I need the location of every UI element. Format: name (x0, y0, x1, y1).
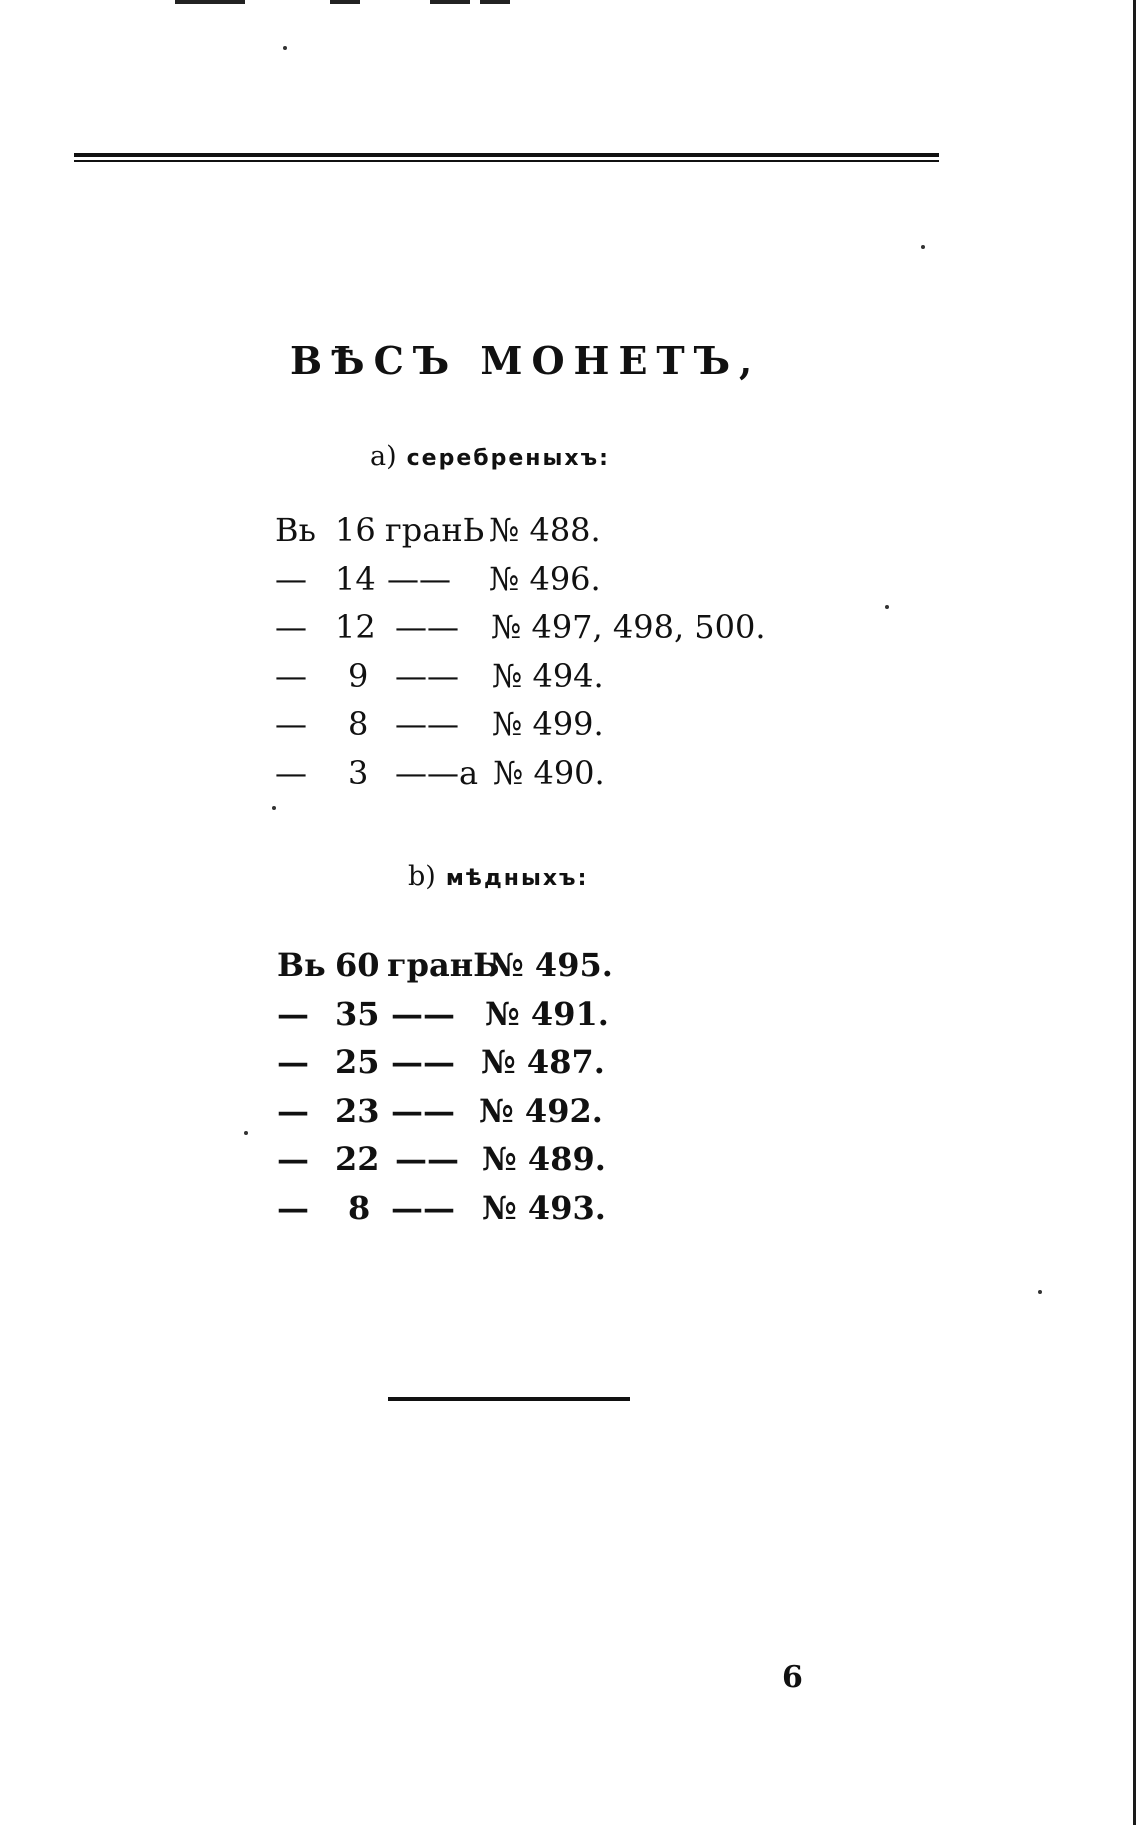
entry-unit: —— (391, 1043, 455, 1081)
scan-speck (272, 806, 276, 810)
list-item (277, 1135, 757, 1184)
section-heading-text: мѣдныхъ: (445, 866, 589, 891)
entry-prefix: — (275, 608, 307, 646)
entry-number: 8 (348, 1188, 371, 1227)
section-heading-silver (370, 441, 610, 472)
entry-reference: № 495. (489, 946, 613, 984)
entry-prefix: — (277, 1091, 309, 1130)
scan-speck (921, 245, 925, 249)
list-item (277, 1184, 757, 1233)
entry-reference: № 489. (482, 1140, 606, 1178)
section-heading-copper (408, 861, 588, 892)
entry-prefix: — (277, 1043, 309, 1081)
top-double-rule (74, 153, 939, 163)
entry-prefix: — (275, 705, 307, 743)
closing-rule (388, 1397, 630, 1401)
entry-unit: —— (395, 656, 459, 695)
entry-prefix: Вь (277, 946, 326, 984)
entry-reference: № 499. (492, 705, 604, 743)
entry-unit: —— (391, 994, 455, 1033)
entry-number: 8 (348, 705, 369, 743)
list-item (277, 941, 757, 990)
scan-artifact (175, 0, 245, 4)
scan-artifact (330, 0, 360, 4)
section-marker: a) (370, 441, 397, 472)
list-item (275, 652, 795, 701)
list-item (277, 1087, 757, 1136)
list-item (275, 749, 795, 798)
entry-prefix: — (275, 753, 307, 792)
entry-reference: № 488. (489, 511, 601, 549)
scan-artifact (430, 0, 470, 4)
list-item (275, 555, 795, 604)
list-item (275, 603, 795, 652)
entry-number: 16 (335, 511, 376, 549)
entry-unit: ——а (395, 753, 479, 792)
entry-reference: № 496. (489, 559, 601, 598)
entry-prefix: Вь (275, 511, 316, 549)
entry-prefix: — (277, 1188, 309, 1227)
copper-weights-list (277, 941, 757, 1232)
entry-number: 12 (335, 608, 376, 646)
scan-artifact (480, 0, 510, 4)
page-title: ВѢСЪ МОНЕТЪ, (290, 338, 762, 383)
entry-number: 25 (335, 1043, 380, 1081)
entry-unit: —— (391, 1091, 455, 1130)
entry-number: 23 (335, 1091, 380, 1130)
entry-number: 35 (335, 994, 380, 1033)
entry-unit: гранЬ (385, 511, 485, 549)
entry-number: 60 (335, 946, 380, 984)
entry-reference: № 497, 498, 500. (491, 608, 766, 646)
entry-reference: № 487. (481, 1043, 605, 1081)
entry-unit: —— (395, 608, 459, 646)
entry-reference: № 491. (485, 994, 609, 1033)
entry-unit: —— (387, 559, 451, 598)
scan-speck (885, 605, 889, 609)
entry-number: 14 (335, 559, 376, 598)
entry-reference: № 493. (482, 1188, 606, 1227)
entry-prefix: — (277, 1140, 309, 1178)
entry-unit: —— (395, 1140, 459, 1178)
entry-reference: № 490. (493, 753, 605, 792)
entry-number: 3 (348, 753, 369, 792)
list-item (277, 990, 757, 1039)
page-number: 6 (782, 1660, 803, 1695)
entry-prefix: — (275, 559, 307, 598)
section-marker: b) (408, 861, 436, 892)
scan-speck (283, 46, 287, 50)
section-heading-text: серебреныхъ: (406, 446, 610, 471)
entry-number: 22 (335, 1140, 380, 1178)
list-item (275, 700, 795, 749)
entry-reference: № 492. (479, 1091, 603, 1130)
list-item (277, 1038, 757, 1087)
entry-reference: № 494. (492, 656, 604, 695)
silver-weights-list (275, 506, 795, 797)
list-item (275, 506, 795, 555)
entry-unit: —— (391, 1188, 455, 1227)
entry-unit: —— (395, 705, 459, 743)
page-edge (1133, 0, 1136, 1825)
entry-number: 9 (348, 656, 369, 695)
scan-speck (244, 1131, 248, 1135)
scan-speck (1038, 1290, 1042, 1294)
entry-prefix: — (275, 656, 307, 695)
entry-prefix: — (277, 994, 309, 1033)
entry-unit: гранЬ (387, 946, 500, 984)
